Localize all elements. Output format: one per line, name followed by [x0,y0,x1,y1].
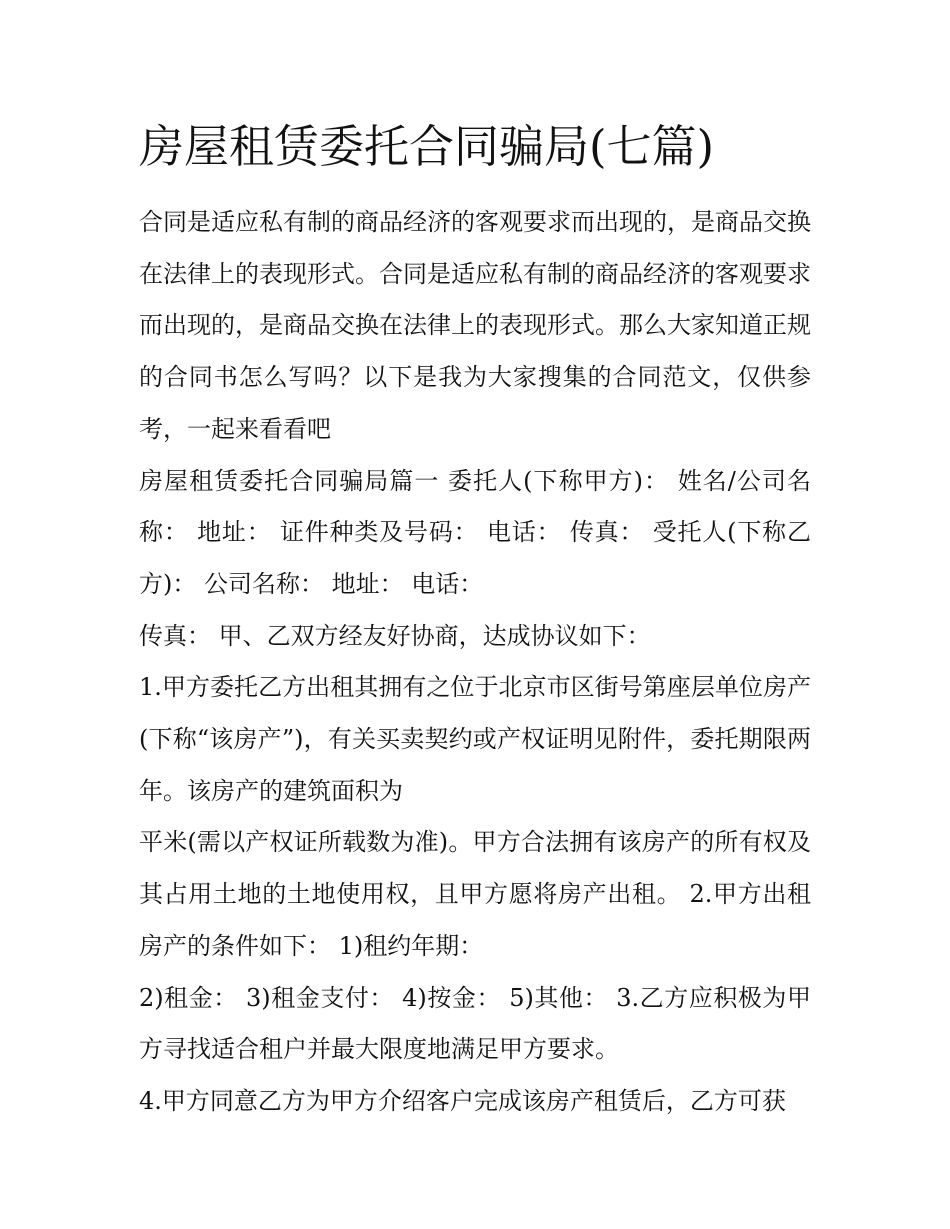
paragraph-clause-1: 1.甲方委托乙方出租其拥有之位于北京市区街号第座层单位房产(下称“该房产”)，有关买卖契约或产权证明见附件，委托期限两年。该房产的建筑面积为 [139,673,811,805]
paragraph-parties: 房屋租赁委托合同骗局篇一 委托人(下称甲方)： 姓名/公司名称： 地址： 证件种类及号码： 电话： 传真： 受托人(下称乙方)： 公司名称： 地址： 电话： [139,466,811,598]
paragraph-intro: 合同是适应私有制的商品经济的客观要求而出现的，是商品交换在法律上的表现形式。合同是适应私有制的商品经济的客观要求而出现的，是商品交换在法律上的表现形式。那么大家知道正规的合同书怎么写吗？以下是我为大家搜集的合同范文，仅供参考，一起来看看吧 [139,208,811,443]
paragraph-clause-2-3: 2)租金： 3)租金支付： 4)按金： 5)其他： 3.乙方应积极为甲方寻找适合租户并最大限度地满足甲方要求。 [139,983,811,1064]
document-body [139,197,811,1128]
paragraph-clause-1-cont: 平米(需以产权证所载数为准)。甲方合法拥有该房产的所有权及其占用土地的土地使用权，且甲方愿将房产出租。 2.甲方出租房产的条件如下： 1)租约年期： [139,828,811,960]
document-title: 房屋租赁委托合同骗局(七篇) [139,120,715,173]
paragraph-agreement: 传真： 甲、乙双方经友好协商，达成协议如下： [139,621,651,650]
paragraph-clause-4: 4.甲方同意乙方为甲方介绍客户完成该房产租赁后，乙方可获 [139,1086,786,1115]
